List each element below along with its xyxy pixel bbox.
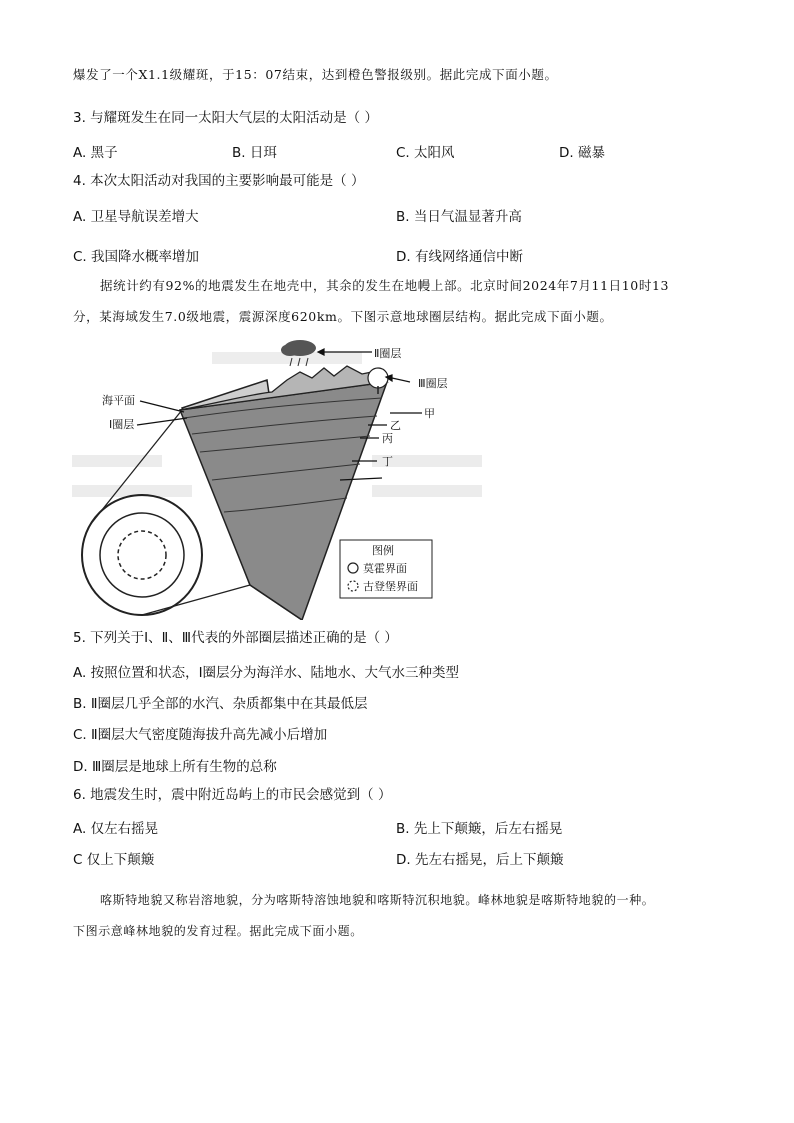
q4-option-d: D. 有线网络通信中断 <box>396 249 523 265</box>
q5-option-a: A. 按照位置和状态，Ⅰ圈层分为海洋水、陆地水、大气水三种类型 <box>73 665 460 681</box>
question-6-stem: 6. 地震发生时，震中附近岛屿上的市民会感觉到（ ） <box>73 787 392 803</box>
passage-2-line-2: 分，某海域发生7.0级地震，震源深度620km。下图示意地球圈层结构。据此完成下面小题。 <box>73 309 613 324</box>
question-3-stem: 3. 与耀斑发生在同一太阳大气层的太阳活动是（ ） <box>73 110 378 126</box>
q6-option-d: D. 先左右摇晃，后上下颠簸 <box>396 852 564 868</box>
q6-option-c: C 仅上下颠簸 <box>73 852 155 868</box>
q3-option-b: B. 日珥 <box>232 145 277 161</box>
intro-line: 爆发了一个X1.1级耀斑，于15：07结束，达到橙色警报级别。据此完成下面小题。 <box>73 67 558 82</box>
q5-option-c: C. Ⅱ圈层大气密度随海拔升高先减小后增加 <box>73 727 328 743</box>
q3-option-a: A. 黑子 <box>73 145 118 161</box>
earth-layers-figure <box>72 330 492 620</box>
q3-option-c: C. 太阳风 <box>396 145 455 161</box>
label-layer-3: Ⅲ圈层 <box>418 377 448 390</box>
q4-option-b: B. 当日气温显著升高 <box>396 209 522 225</box>
label-jia: 甲 <box>424 407 435 420</box>
q4-option-a: A. 卫星导航误差增大 <box>73 209 199 225</box>
q3-option-d: D. 磁暴 <box>559 145 605 161</box>
legend-title: 图例 <box>372 544 394 557</box>
label-layer-2: Ⅱ圈层 <box>374 347 402 360</box>
earth-layers-diagram <box>72 330 492 620</box>
q6-option-a: A. 仅左右摇晃 <box>73 821 159 837</box>
legend-gutenberg: 古登堡界面 <box>363 580 418 593</box>
label-bing: 丙 <box>382 432 393 445</box>
passage-3-line-2: 下图示意峰林地貌的发育过程。据此完成下面小题。 <box>73 924 363 938</box>
q6-option-b: B. 先上下颠簸，后左右摇晃 <box>396 821 563 837</box>
legend-moho: 莫霍界面 <box>363 562 407 575</box>
legend <box>340 540 432 598</box>
label-ding: 丁 <box>382 455 393 468</box>
label-layer-1: Ⅰ圈层 <box>109 418 135 431</box>
label-sea-level: 海平面 <box>102 394 135 407</box>
q5-option-b: B. Ⅱ圈层几乎全部的水汽、杂质都集中在其最低层 <box>73 696 368 712</box>
label-yi: 乙 <box>390 419 401 432</box>
q4-option-c: C. 我国降水概率增加 <box>73 249 200 265</box>
q5-option-d: D. Ⅲ圈层是地球上所有生物的总称 <box>73 759 277 775</box>
passage-3-line-1: 喀斯特地貌又称岩溶地貌，分为喀斯特溶蚀地貌和喀斯特沉积地貌。峰林地貌是喀斯特地貌的一种。 <box>100 893 655 907</box>
passage-2-line-1: 据统计约有92%的地震发生在地壳中，其余的发生在地幔上部。北京时间2024年7月11日10时13 <box>100 278 670 293</box>
question-5-stem: 5. 下列关于Ⅰ、Ⅱ、Ⅲ代表的外部圈层描述正确的是（ ） <box>73 630 398 646</box>
question-4-stem: 4. 本次太阳活动对我国的主要影响最可能是（ ） <box>73 173 365 189</box>
